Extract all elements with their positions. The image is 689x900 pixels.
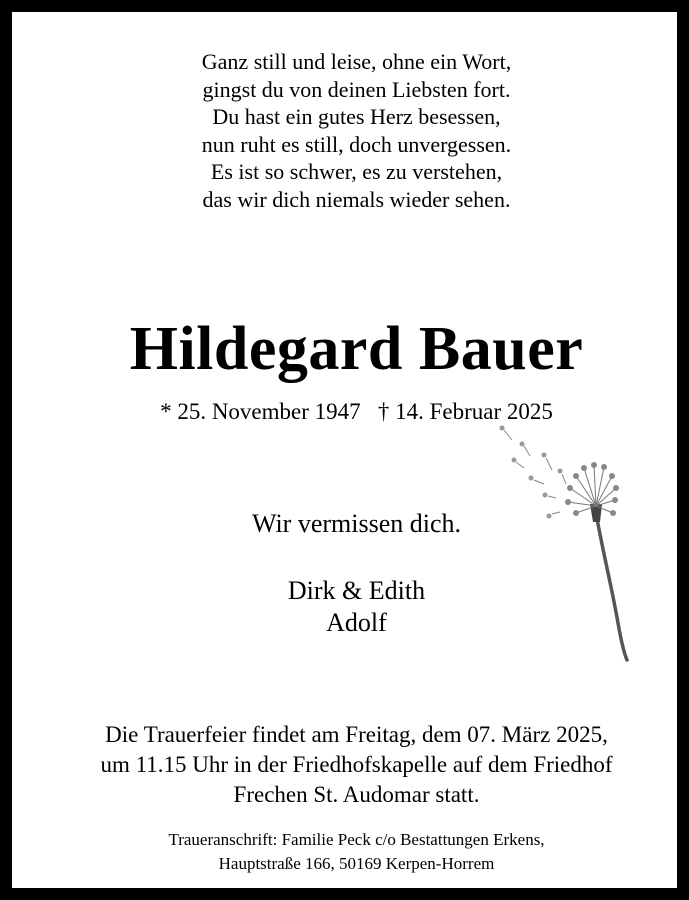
poem-line: Du hast ein gutes Herz besessen, [212, 104, 501, 129]
farewell-message: Wir vermissen dich. [251, 509, 462, 538]
mourning-address [12, 828, 689, 876]
poem-line: nun ruht es still, doch unvergessen. [201, 131, 512, 157]
address-line: Hauptstraße 166, 50169 Kerpen-Horrem [218, 854, 495, 873]
poem-line: Ganz still und leise, ohne ein Wort, [201, 49, 512, 74]
address-line: Traueranschrift: Familie Peck c/o Bestattungen Erkens, [168, 830, 545, 849]
signatory: Adolf [326, 608, 387, 637]
service-line: um 11.15 Uhr in der Friedhofskapelle auf dem Friedhof [100, 752, 613, 777]
service-line: Die Trauerfeier findet am Freitag, dem 07. März 2025, [105, 722, 608, 747]
funeral-service-info [12, 720, 689, 810]
poem-line: gingst du von deinen Liebsten fort. [202, 76, 511, 102]
poem-line: das wir dich niemals wieder sehen. [202, 186, 511, 212]
life-dates: * 25. November 1947 † 14. Februar 2025 [160, 399, 553, 424]
deceased-name: Hildegard Bauer [129, 315, 584, 383]
service-line: Frechen St. Audomar statt. [233, 782, 480, 807]
poem [12, 48, 689, 213]
poem-line: Es ist so schwer, es zu verstehen, [210, 159, 503, 184]
signatory: Dirk & Edith [287, 576, 426, 605]
dandelion-icon [490, 418, 640, 668]
